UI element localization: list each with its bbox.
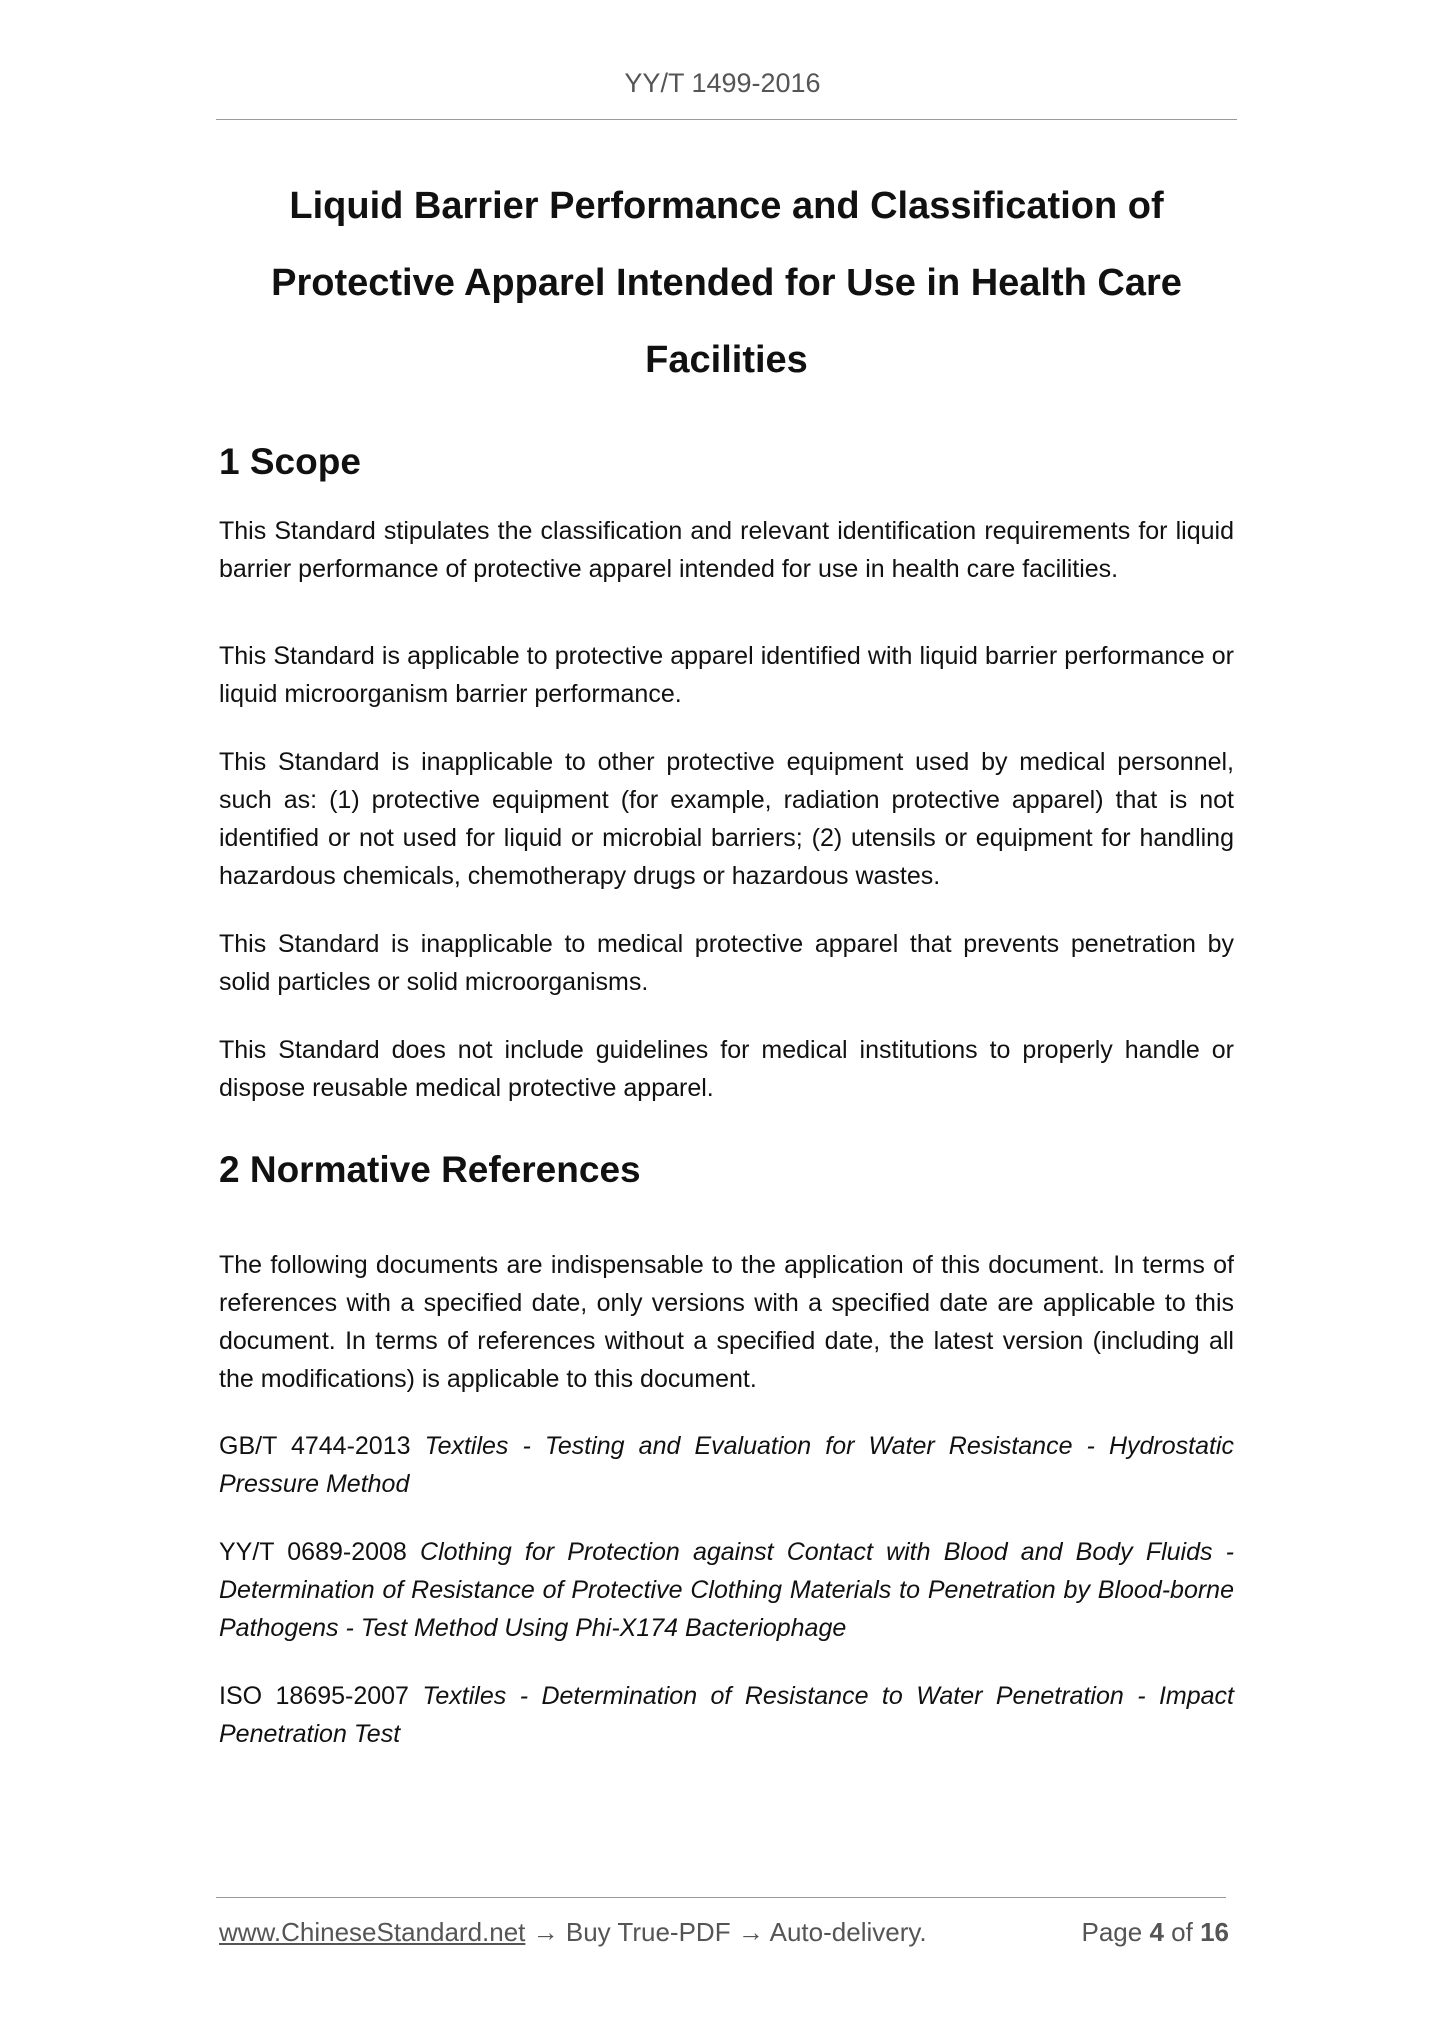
page-indicator <box>1081 1917 1229 1948</box>
page-total: 16 <box>1200 1917 1229 1947</box>
document-title <box>216 168 1237 399</box>
scope-paragraph: This Standard is applicable to protective apparel identified with liquid barrier performance or liquid microorganism barrier performance. <box>219 642 1234 708</box>
page-label: Page <box>1081 1917 1143 1947</box>
arrow-right-icon: → <box>532 1917 559 1947</box>
section-heading-scope: 1 Scope <box>219 441 361 482</box>
title-line-3: Facilities <box>645 339 808 381</box>
document-code: YY/T 1499-2016 <box>624 68 821 98</box>
reference-title: Clothing for Protection against Contact with Blood and Body Fluids - Determination of Resistance of Protective Clothing Materials to Penetration by Blood-borne Pathogens - Test Method Using Phi-X174 Bacteriophage <box>219 1538 1234 1642</box>
section-heading-normative-references: 2 Normative References <box>219 1149 641 1190</box>
reference-title: Textiles - Testing and Evaluation for Water Resistance - Hydrostatic Pressure Method <box>219 1432 1234 1498</box>
title-line-1: Liquid Barrier Performance and Classification of <box>289 185 1164 227</box>
reference-item <box>219 1533 1234 1647</box>
website-link[interactable]: www.ChineseStandard.net <box>219 1917 526 1947</box>
delivery-text: Auto-delivery. <box>769 1917 927 1947</box>
page-of: of <box>1171 1917 1193 1947</box>
scope-paragraph: This Standard is inapplicable to medical protective apparel that prevents penetration by solid particles or solid microorganisms. <box>219 930 1234 996</box>
title-line-2: Protective Apparel Intended for Use in Health Care <box>271 262 1182 304</box>
buy-text: Buy True-PDF <box>565 1917 731 1947</box>
arrow-right-icon: → <box>737 1917 764 1947</box>
page-footer <box>219 1917 1229 1948</box>
references-intro-paragraph: The following documents are indispensable to the application of this document. In terms of references with a specified date, only versions with a specified date are applicable to this document. In terms of references without a specified date, the latest version (including all the modifications) is applicable to this document. <box>219 1251 1234 1393</box>
reference-title: Textiles - Determination of Resistance to Water Penetration - Impact Penetration Test <box>219 1682 1234 1748</box>
scope-paragraph: This Standard does not include guidelines for medical institutions to properly handle or dispose reusable medical protective apparel. <box>219 1036 1234 1102</box>
scope-paragraph: This Standard is inapplicable to other protective equipment used by medical personnel, such as: (1) protective equipment (for example, radiation protective apparel) that is not identified or not used for liquid or microbial barriers; (2) utensils or equipment for handling hazardous chemicals, chemotherapy drugs or hazardous wastes. <box>219 748 1234 890</box>
reference-code: ISO 18695-2007 <box>219 1682 409 1710</box>
reference-item <box>219 1677 1234 1753</box>
reference-item <box>219 1427 1234 1503</box>
scope-paragraph: This Standard stipulates the classification and relevant identification requirements for liquid barrier performance of protective apparel intended for use in health care facilities. <box>219 517 1234 583</box>
header-divider <box>216 119 1237 120</box>
reference-code: YY/T 0689-2008 <box>219 1538 407 1566</box>
footer-divider <box>216 1897 1226 1898</box>
page-current: 4 <box>1149 1917 1164 1947</box>
reference-code: GB/T 4744-2013 <box>219 1432 411 1460</box>
